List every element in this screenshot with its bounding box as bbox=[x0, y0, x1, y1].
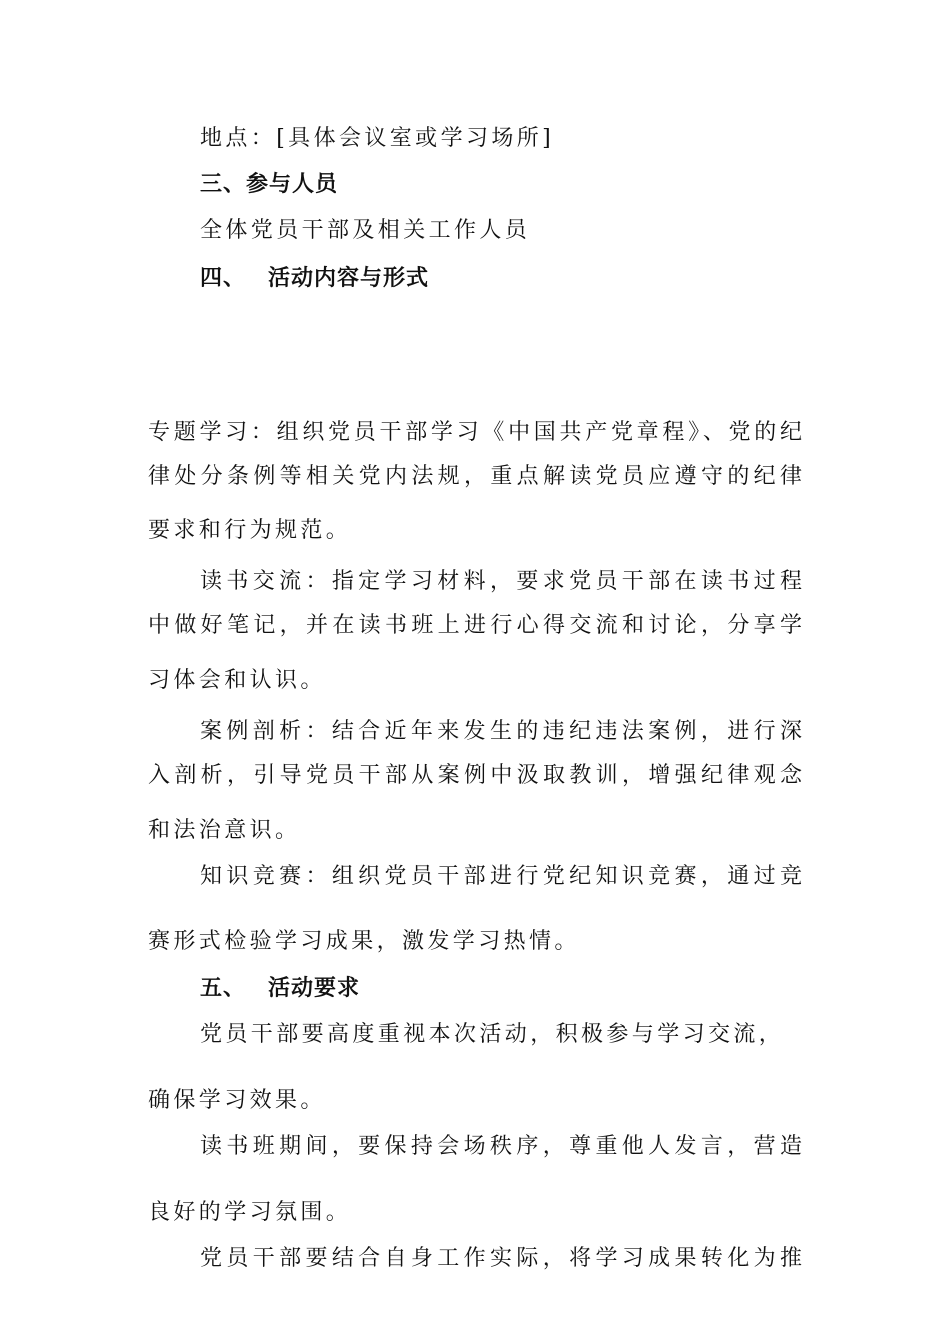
location-line: 地点：[具体会议室或学习场所] bbox=[200, 126, 555, 151]
paragraph-line: 读书交流：指定学习材料，要求党员干部在读书过程 bbox=[200, 569, 802, 594]
paragraph-line: 中做好笔记，并在读书班上进行心得交流和讨论，分享学 bbox=[148, 613, 802, 638]
paragraph-line: 党员干部要结合自身工作实际，将学习成果转化为推 bbox=[200, 1246, 802, 1271]
paragraph-line: 入剖析，引导党员干部从案例中汲取教训，增强纪律观念 bbox=[148, 763, 802, 788]
paragraph-line: 案例剖析：结合近年来发生的违纪违法案例，进行深 bbox=[200, 719, 802, 744]
paragraph-line: 习体会和认识。 bbox=[148, 668, 326, 693]
section-heading-participants bbox=[200, 170, 338, 200]
paragraph-line: 读书班期间，要保持会场秩序，尊重他人发言，营造 bbox=[200, 1134, 802, 1159]
section-title: 参与人员 bbox=[246, 172, 339, 197]
paragraph-line: 党员干部要高度重视本次活动，积极参与学习交流， bbox=[200, 1022, 785, 1047]
section-title: 活动内容与形式 bbox=[268, 266, 430, 291]
paragraph-line: 律处分条例等相关党内法规，重点解读党员应遵守的纪律 bbox=[148, 464, 802, 489]
participants-text: 全体党员干部及相关工作人员 bbox=[200, 218, 531, 243]
section-heading-content bbox=[200, 264, 429, 294]
paragraph-line: 和法治意识。 bbox=[148, 818, 301, 843]
paragraph-line: 良好的学习氛围。 bbox=[148, 1200, 352, 1225]
paragraph-line: 专题学习：组织党员干部学习《中国共产党章程》、党的纪 bbox=[148, 420, 802, 445]
section-number: 三、 bbox=[200, 172, 247, 197]
section-number: 五、 bbox=[200, 976, 247, 1001]
section-number: 四、 bbox=[200, 266, 247, 291]
section-heading-requirements bbox=[200, 974, 360, 1004]
paragraph-line: 赛形式检验学习成果，激发学习热情。 bbox=[148, 929, 580, 954]
paragraph-line: 确保学习效果。 bbox=[148, 1088, 326, 1113]
paragraph-line: 要求和行为规范。 bbox=[148, 518, 352, 543]
paragraph-line: 知识竞赛：组织党员干部进行党纪知识竞赛，通过竞 bbox=[200, 864, 802, 889]
section-title: 活动要求 bbox=[268, 976, 361, 1001]
